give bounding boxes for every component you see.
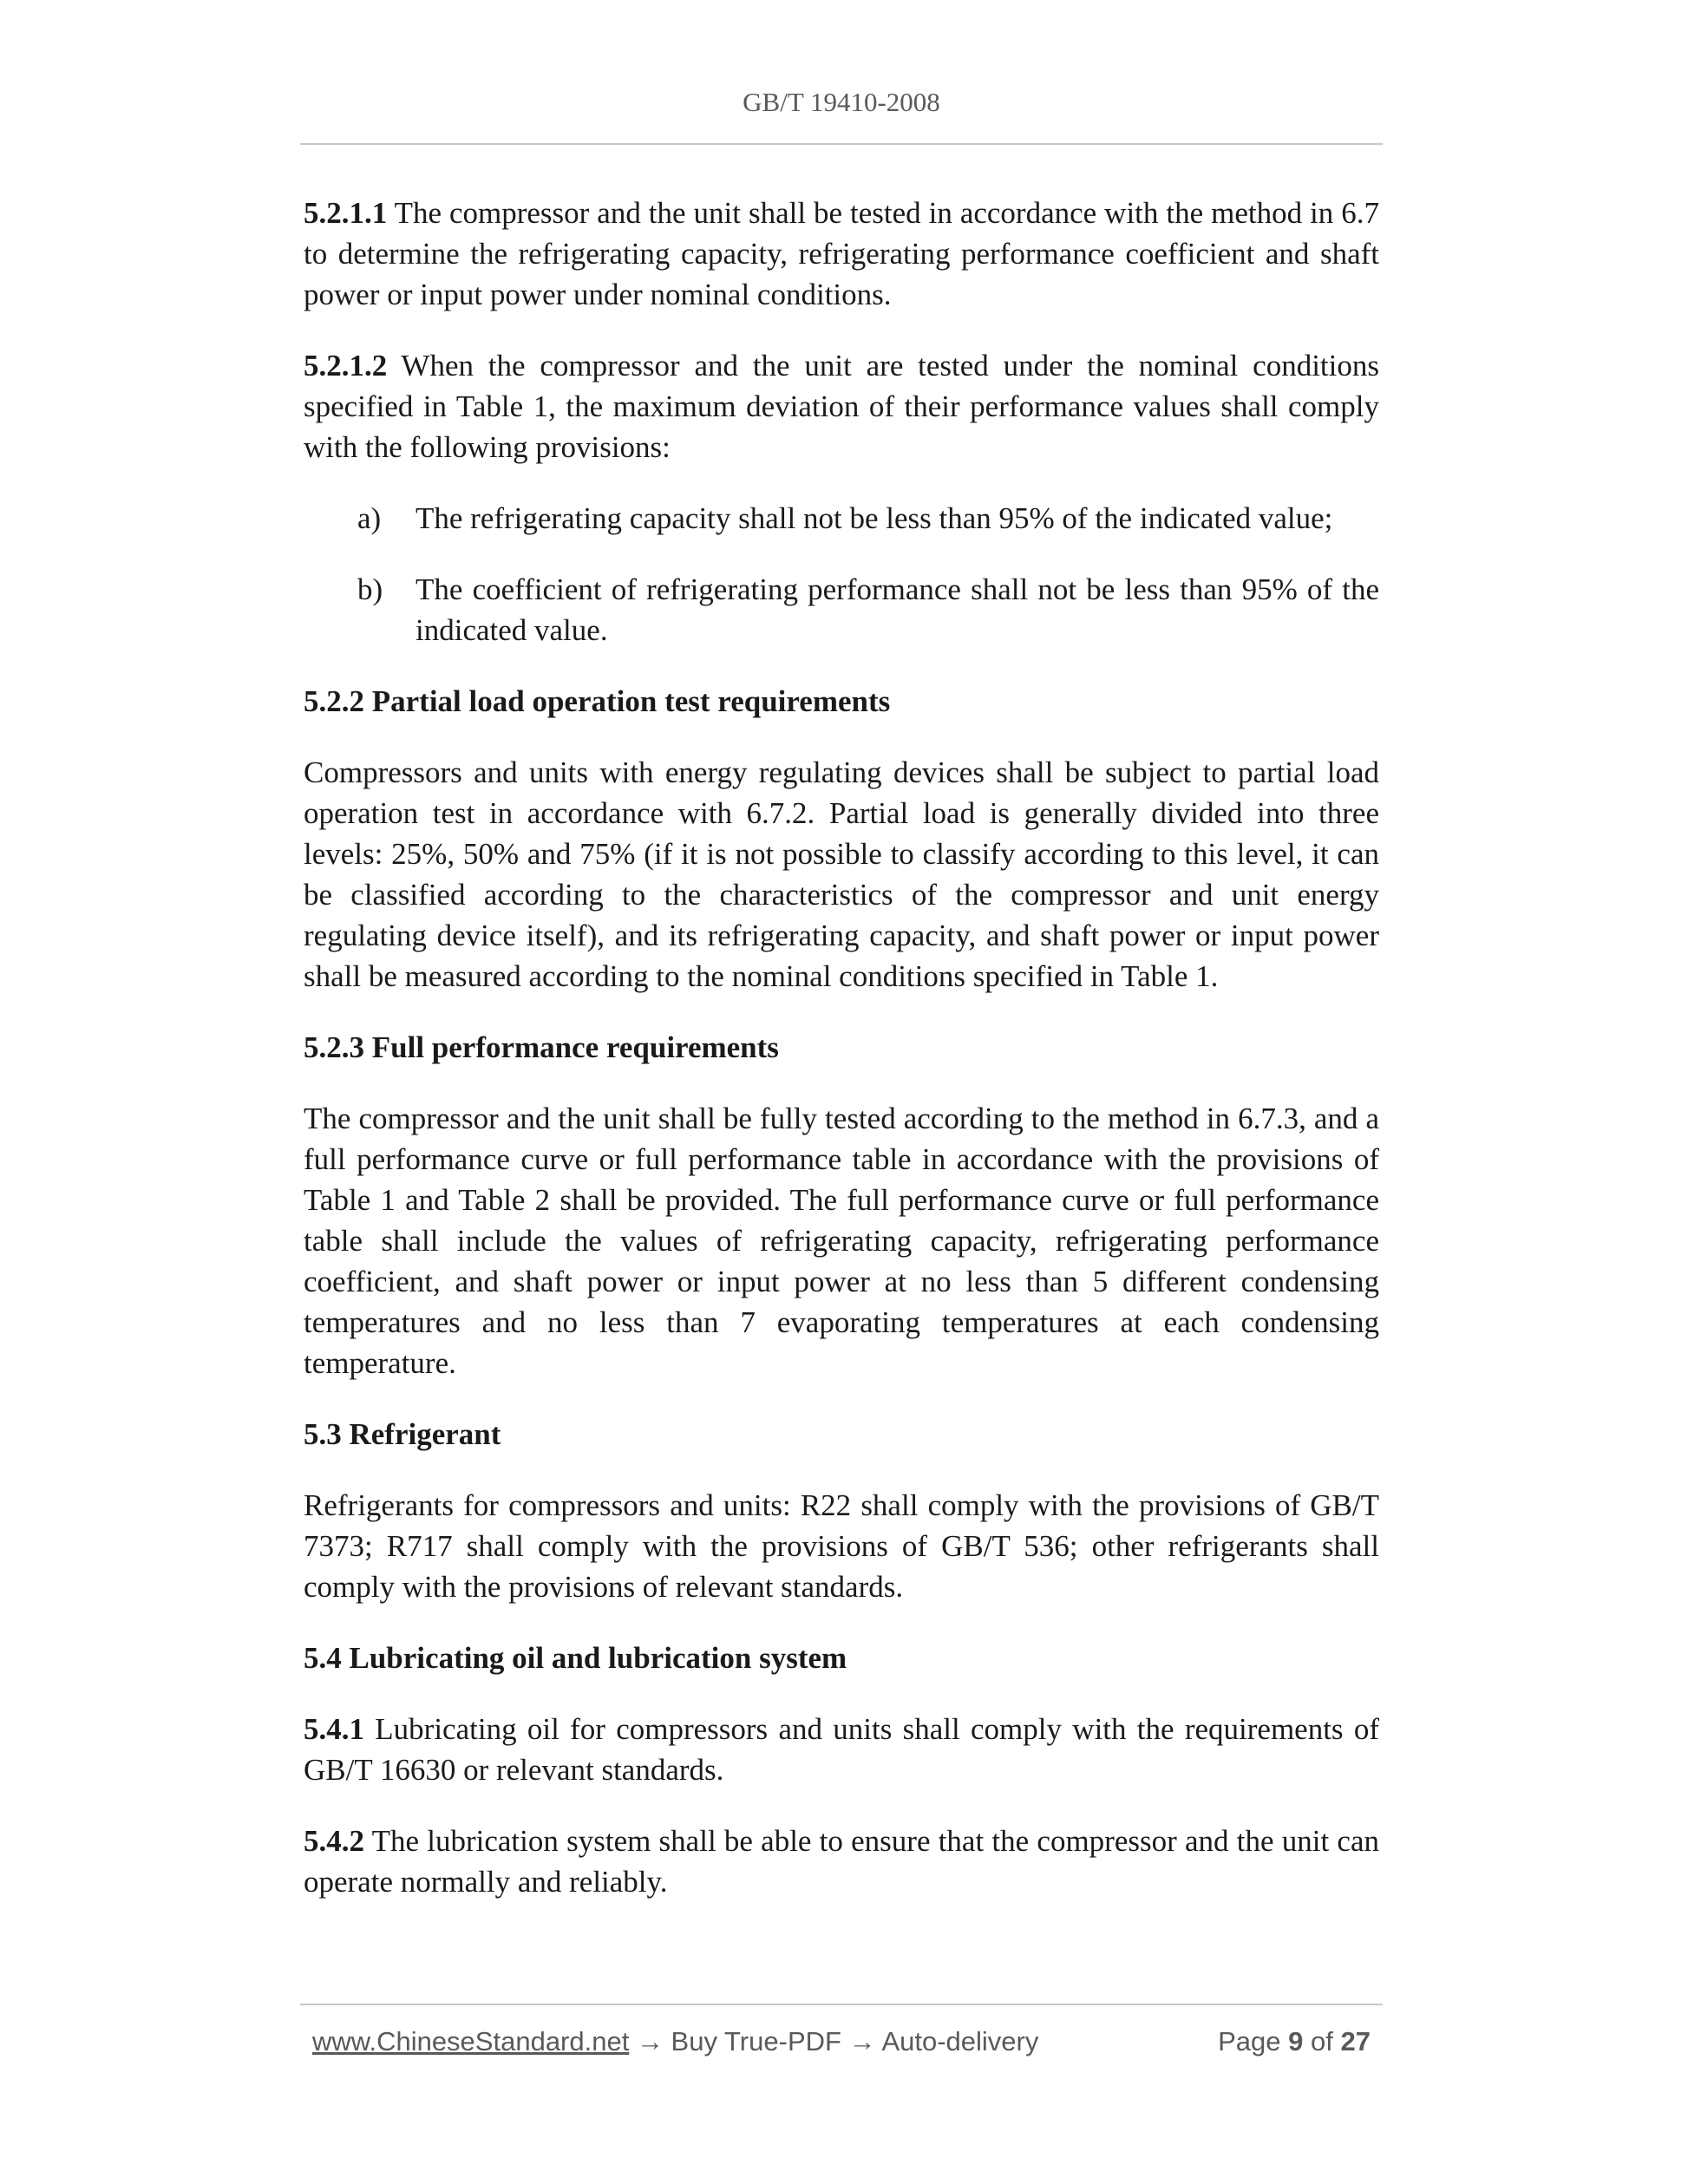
clause-5-2-1-2 <box>304 345 1379 468</box>
website-link[interactable]: www.ChineseStandard.net <box>312 2026 630 2056</box>
clause-number: 5.2.1.1 <box>304 196 388 230</box>
footer-rule <box>300 2004 1383 2005</box>
clause-number: 5.4.2 <box>304 1824 364 1858</box>
clause-text: When the compressor and the unit are tested under the nominal conditions specified in Table 1, the maximum deviation of their performance values shall comply with the following provisions: <box>304 349 1379 464</box>
clause-5-4-2 <box>304 1821 1379 1902</box>
page-total: 27 <box>1340 2026 1371 2056</box>
clause-5-4-1 <box>304 1709 1379 1790</box>
footer-text: → Buy True-PDF → Auto-delivery <box>629 2026 1039 2056</box>
clause-number: 5.2.1.2 <box>304 349 388 383</box>
of-label: of <box>1311 2026 1333 2056</box>
page-number: 9 <box>1288 2026 1304 2056</box>
clause-number: 5.4.1 <box>304 1712 364 1746</box>
page-footer <box>312 2026 1371 2057</box>
list-item-b <box>304 569 1379 651</box>
heading-5-2-2: 5.2.2 Partial load operation test requirements <box>304 684 891 718</box>
list-item-a <box>304 498 1379 539</box>
paragraph-5-2-2: Compressors and units with energy regulating devices shall be subject to partial load operation test in accordance with 6.7.2. Partial load is generally divided into three levels: 25%, 50% and 75% (if it is not possible to classify according to this level, it can be classified according to the characteristics of the compressor and unit energy regulating device itself), and its refrigerating capacity, and shaft power or input power shall be measured according to the nominal conditions specified in Table 1. <box>304 755 1379 993</box>
clause-text: Lubricating oil for compressors and units shall comply with the requirements of GB/T 16630 or relevant standards. <box>304 1712 1379 1787</box>
paragraph-5-2-3: The compressor and the unit shall be fully tested according to the method in 6.7.3, and a full performance curve or full performance table in accordance with the provisions of Table 1 and Table 2 shall be provided. The full performance curve or full performance table shall include the values of refrigerating capacity, refrigerating performance coefficient, and shaft power or input power at no less than 5 different condensing temperatures and no less than 7 evaporating temperatures at each condensing temperature. <box>304 1102 1379 1380</box>
list-text: The coefficient of refrigerating performance shall not be less than 95% of the indicated value. <box>415 572 1379 647</box>
list-marker: a) <box>357 501 382 535</box>
heading-5-3: 5.3 Refrigerant <box>304 1417 501 1451</box>
document-body <box>304 193 1379 1932</box>
heading-5-2-3: 5.2.3 Full performance requirements <box>304 1030 779 1064</box>
list-marker: b) <box>357 572 383 606</box>
header-rule <box>300 143 1383 145</box>
paragraph-5-3: Refrigerants for compressors and units: R22 shall comply with the provisions of GB/T 7373; R717 shall comply with the provisions of GB/T 536; other refrigerants shall comply with the provisions of relevant standards. <box>304 1488 1379 1604</box>
page-indicator <box>1218 2026 1371 2057</box>
heading-5-4: 5.4 Lubricating oil and lubrication system <box>304 1641 847 1675</box>
page-label: Page <box>1218 2026 1281 2056</box>
clause-5-2-1-1 <box>304 193 1379 315</box>
page-header: GB/T 19410-2008 <box>743 87 940 117</box>
clause-text: The compressor and the unit shall be tested in accordance with the method in 6.7 to determine the refrigerating capacity, refrigerating performance coefficient and shaft power or input power under nominal conditions. <box>304 196 1379 311</box>
clause-text: The lubrication system shall be able to ensure that the compressor and the unit can operate normally and reliably. <box>304 1824 1379 1899</box>
list-text: The refrigerating capacity shall not be less than 95% of the indicated value; <box>415 501 1333 535</box>
